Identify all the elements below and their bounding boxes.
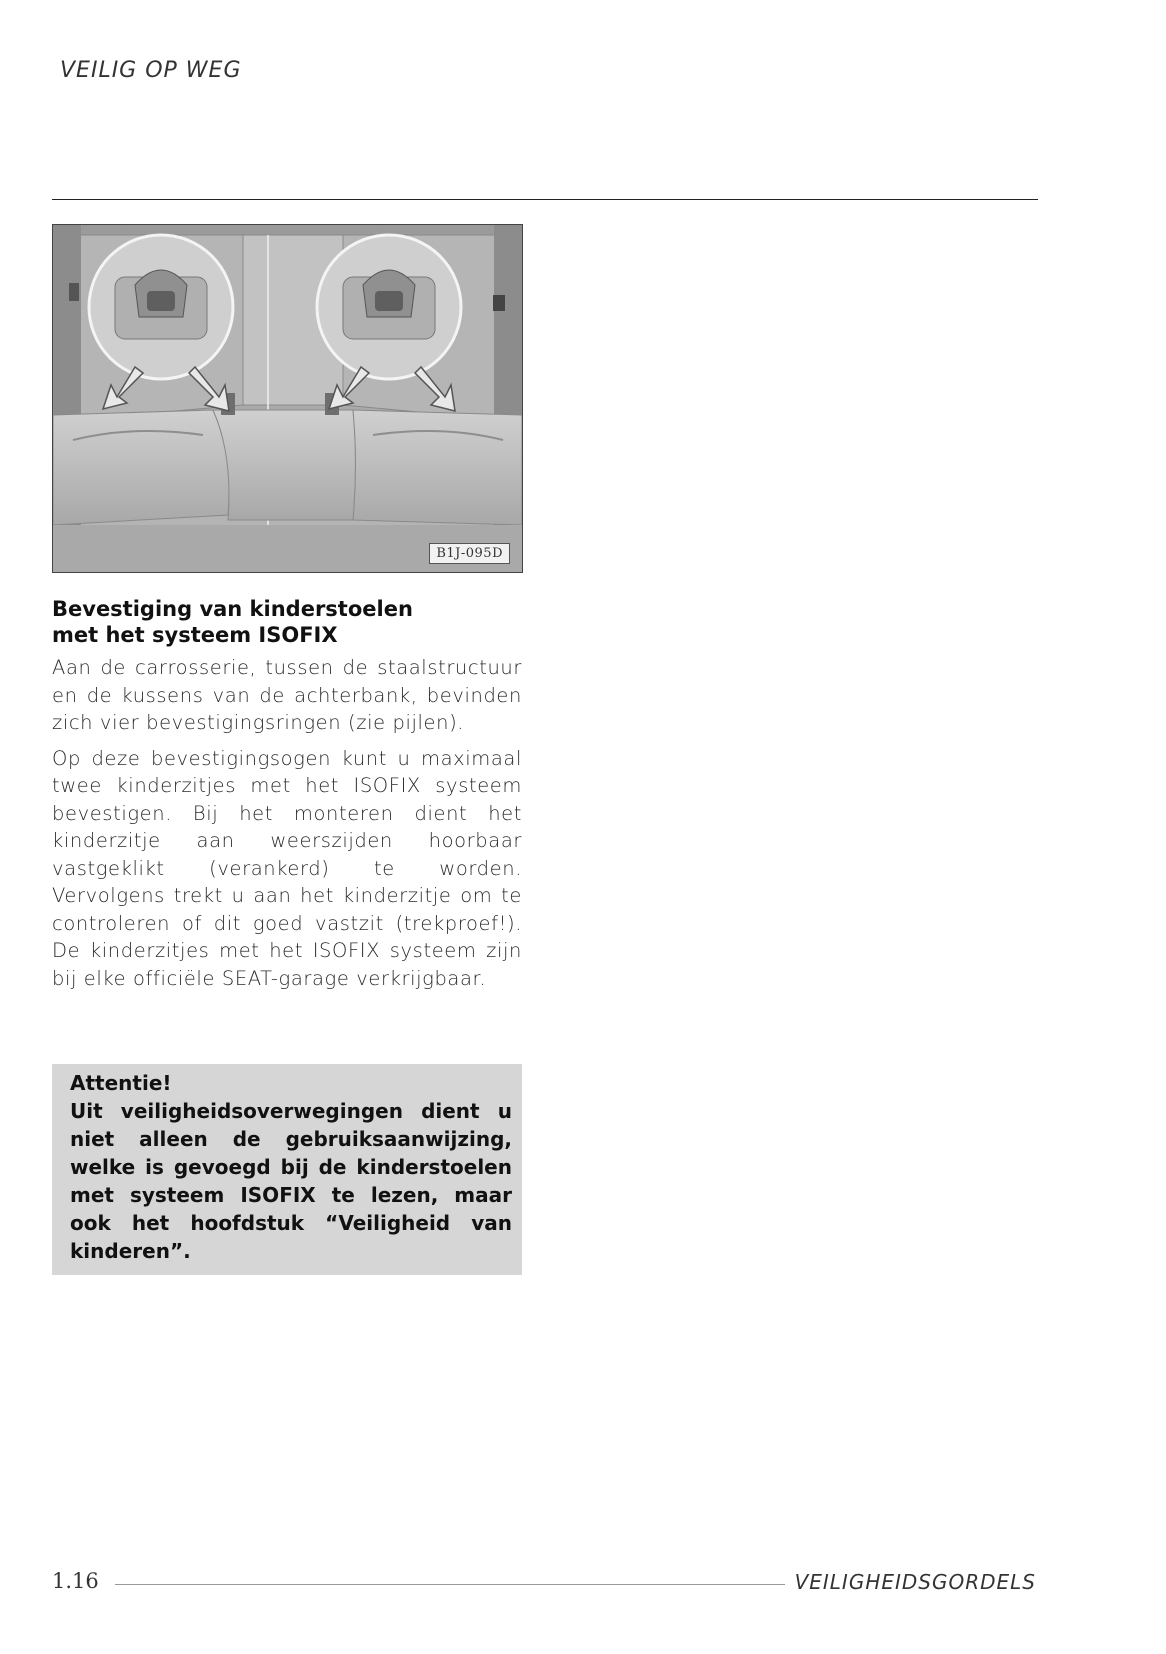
left-detail-circle: [89, 235, 233, 379]
section-content: [52, 596, 522, 1000]
top-divider: [52, 199, 1038, 200]
attention-box: [52, 1064, 522, 1275]
footer-section-name: VEILIGHEIDSGORDELS: [794, 1570, 1036, 1594]
section-title-line2: met het systeem ISOFIX: [52, 623, 338, 647]
paragraph-1: Aan de carrosserie, tussen de staalstructuur en de kussens van de achterbank, bevinden zich vier bevestigingsringen (zie pijlen).: [52, 656, 522, 734]
paragraph-2: Op deze bevestigingsogen kunt u maximaal twee kinderzitjes met het ISOFIX systeem bevestigen. Bij het monteren dient het kinderzitje aan weerszijden hoorbaar vastgeklikt (verankerd) te worden. Vervolgens trekt u aan het kinderzitje om te controleren of dit goed vastzit (trekproef!). De kinderzitjes met het ISOFIX systeem zijn bij elke officiële SEAT-garage verkrijgbaar.: [52, 746, 522, 990]
section-title-line1: Bevestiging van kinderstoelen: [52, 597, 413, 621]
isofix-figure: [52, 224, 523, 573]
figure-code: B1J-095D: [429, 543, 510, 564]
page-number: 1.16: [52, 1569, 99, 1593]
attention-text: Uit veiligheidsoverwegingen dient u niet alleen de gebruiksaanwijzing, welke is gevoegd bij de kinderstoelen met systeem ISOFIX te lezen, maar ook het hoofdstuk “Veiligheid van kinderen”.: [70, 1099, 512, 1263]
rear-seat-illustration: [53, 225, 522, 572]
section-title: [52, 596, 522, 648]
right-detail-circle: [317, 235, 461, 379]
running-head-title: VEILIG OP WEG: [60, 58, 242, 83]
footer-divider: [115, 1584, 785, 1585]
attention-title: Attentie!: [70, 1071, 172, 1095]
